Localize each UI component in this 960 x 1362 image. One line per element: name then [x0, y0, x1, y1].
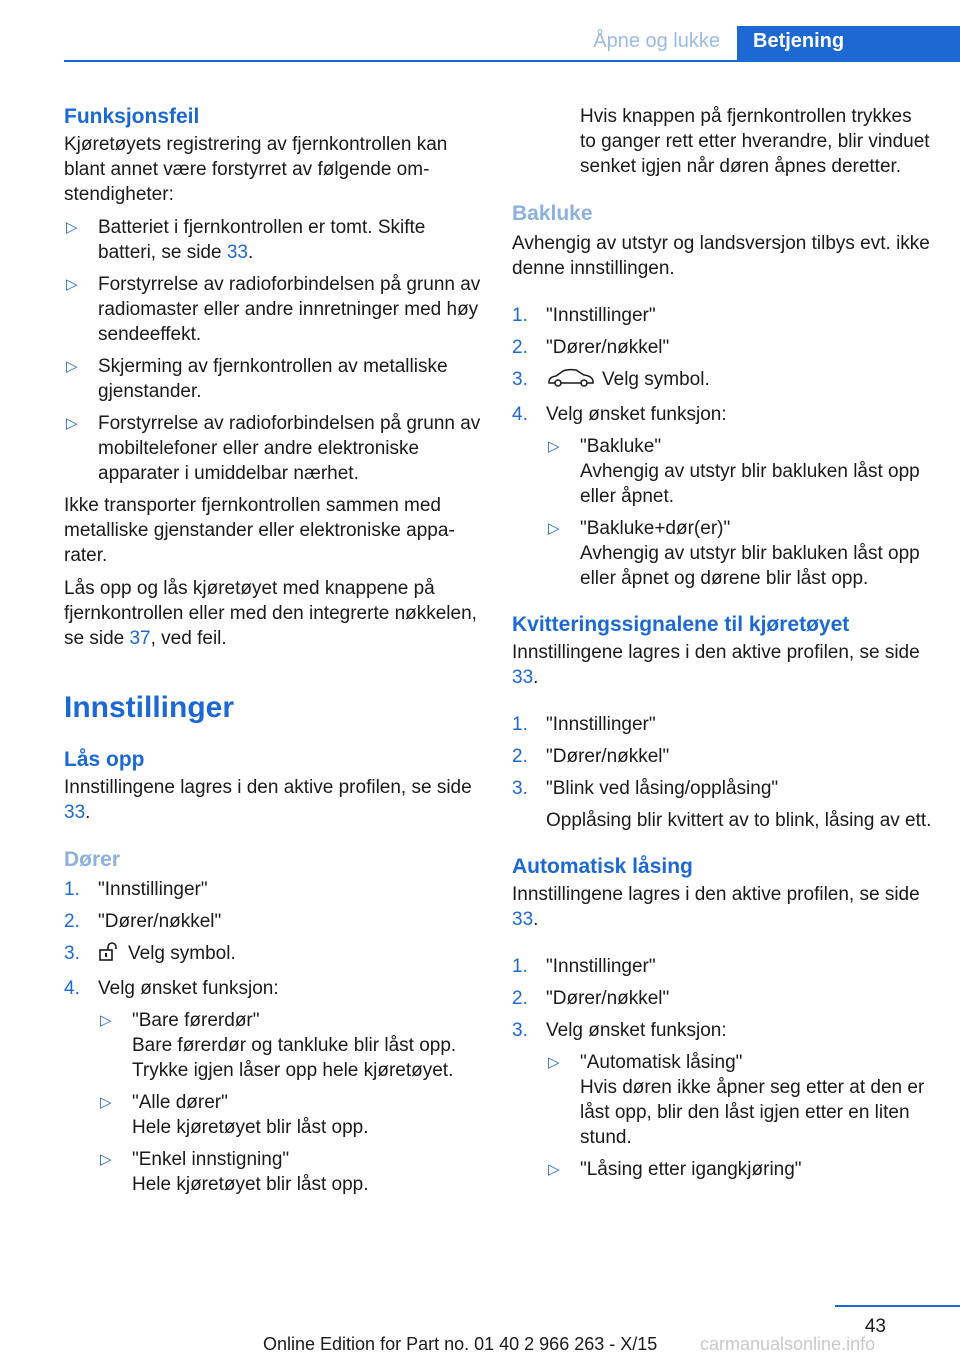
header-tab-betjening[interactable]: Betjening: [737, 26, 960, 60]
page-link[interactable]: 33: [64, 802, 86, 823]
auto-lock-text: Innstillingene lagres i den aktive profilen, se side 33.: [512, 884, 920, 930]
page-link[interactable]: 33: [512, 667, 534, 688]
auto-lock-options: [546, 1050, 932, 1182]
page-number: 43: [864, 1316, 886, 1337]
right-column: [512, 104, 932, 1189]
list-item: 2. "Dører/nøkkel": [512, 337, 670, 358]
list-item: 3. "Blink ved låsing/opplåsing" Opplåsing blir kvittert av to blink, låsing av ett.: [512, 778, 932, 831]
list-item: ▷ "Bakluke+dør(er)" Avhengig av utstyr blir bakluken låst opp eller åpnet og dørene blir låst opp.: [546, 516, 932, 591]
malfunction-intro: Kjøretøyets registrering av fjernkontrollen kan blant annet være forstyrret av følgende omstendigheter:: [64, 134, 448, 205]
header-section[interactable]: Åpne og lukke: [593, 30, 720, 52]
list-item: ▷ "Automatisk låsing" Hvis døren ikke åpner seg etter at den er låst opp, blir den låst igjen etter en liten stund.: [546, 1050, 932, 1150]
list-item: 2. "Dører/nøkkel": [512, 746, 670, 767]
double-press-text: Hvis knappen på fjernkontrollen trykkes to ganger rett etter hverandre, blir vinduet senket igjen når døren åpnes deretter.: [580, 106, 930, 177]
tailgate-options: [546, 434, 932, 591]
list-item: ▷ "Alle dører" Hele kjøretøyet blir låst opp.: [98, 1090, 484, 1140]
list-item: ▷ Batteriet i fjernkontrollen er tomt. Skifte batteri, se side 33.: [64, 215, 484, 265]
confirm-steps: [512, 712, 932, 833]
watermark: carmanualsonline.info: [700, 1334, 876, 1354]
list-item: 1. "Innstillinger": [512, 305, 656, 326]
edition-text: Online Edition for Part no. 01 40 2 966 263 - X/15: [263, 1334, 658, 1354]
tailgate-steps: [512, 303, 932, 591]
page-link[interactable]: 37: [129, 628, 151, 649]
page-link[interactable]: 33: [512, 909, 534, 930]
list-item: ▷ Forstyrrelse av radioforbindelsen på grunn av mobiltelefoner eller andre elektroniske apparater i umiddelbar nærhet.: [64, 411, 484, 486]
list-item: ▷ Skjerming av fjernkontrollen av metalliske gjenstander.: [64, 354, 484, 404]
list-item: 3. Velg ønsket funksjon: ▷ "Automatisk låsing" Hvis døren ikke åpner seg etter at den er låst opp, blir den låst igjen etter en liten stund. ▷ "Låsing etter igangkjøring": [512, 1018, 932, 1182]
page-link[interactable]: 33: [226, 242, 248, 263]
tailgate-heading: Bakluke: [512, 202, 593, 225]
doors-steps: [64, 877, 484, 1197]
profile-text: Innstillingene lagres i den aktive profilen, se side 33.: [64, 777, 472, 823]
list-item: 4. Velg ønsket funksjon: ▷ "Bakluke" Avhengig av utstyr blir bakluken låst opp eller åpnet. ▷ "Bakluke+dør(er)" Avhengig av utstyr blir bakluken låst opp eller åpnet og dørene blir låst opp.: [512, 402, 932, 591]
settings-heading: Innstillinger: [64, 691, 235, 724]
left-column: [64, 104, 484, 1204]
list-item: ▷ Forstyrrelse av radioforbindelsen på grunn av radiomaster eller andre innretninger med høy sendeeffekt.: [64, 272, 484, 347]
page-header: [0, 0, 960, 62]
tailgate-intro: Avhengig av utstyr og landsversjon tilbys evt. ikke denne innstillingen.: [512, 233, 930, 279]
header-rule: [64, 60, 960, 62]
auto-lock-heading: Automatisk låsing: [512, 855, 693, 878]
padlock-open-icon: [98, 942, 122, 969]
warning-text: Ikke transporter fjernkontrollen sammen med metalliske gjenstander eller elektroniske apparater.: [64, 495, 455, 566]
doors-heading: Dører: [64, 848, 121, 871]
lock-text: Lås opp og lås kjøretøyet med knappene på fjernkontrollen eller med den integrerte nøkkelen, se side 37, ved feil.: [64, 578, 477, 649]
list-item: ▷ "Bakluke" Avhengig av utstyr blir bakluken låst opp eller åpnet.: [546, 434, 932, 509]
list-item: ▷ "Låsing etter igangkjøring": [546, 1157, 932, 1182]
confirm-heading: Kvitteringssignalene til kjøretøyet: [512, 613, 850, 636]
door-options: [98, 1008, 484, 1197]
list-item: 1. "Innstillinger": [512, 714, 656, 735]
list-item: 2. "Dører/nøkkel": [64, 911, 222, 932]
list-item: 1. "Innstillinger": [64, 879, 208, 900]
car-outline-icon: [546, 368, 596, 395]
list-item: 3. Velg symbol.: [64, 941, 484, 969]
confirm-text: Innstillingene lagres i den aktive profilen, se side 33.: [512, 642, 920, 688]
unlock-heading: Lås opp: [64, 748, 145, 771]
list-item: 1. "Innstillinger": [512, 956, 656, 977]
list-item: ▷ "Enkel innstigning" Hele kjøretøyet blir låst opp.: [98, 1147, 484, 1197]
auto-lock-steps: [512, 954, 932, 1182]
malfunction-heading: Funksjonsfeil: [64, 105, 200, 128]
footer-rule: [835, 1305, 960, 1307]
list-item: 2. "Dører/nøkkel": [512, 988, 670, 1009]
list-item: ▷ "Bare førerdør" Bare førerdør og tankluke blir låst opp. Trykke igjen låser opp hele kjøretøyet.: [98, 1008, 484, 1083]
cause-list: [64, 215, 484, 486]
list-item: 3. Velg symbol.: [512, 367, 932, 395]
list-item: 4. Velg ønsket funksjon: ▷ "Bare førerdør" Bare førerdør og tankluke blir låst opp. Trykke igjen låser opp hele kjøretøyet. ▷ "Alle dører" Hele kjøretøyet blir låst opp. ▷ "Enkel innstigning" Hele kjøretøyet blir låst opp.: [64, 976, 484, 1197]
